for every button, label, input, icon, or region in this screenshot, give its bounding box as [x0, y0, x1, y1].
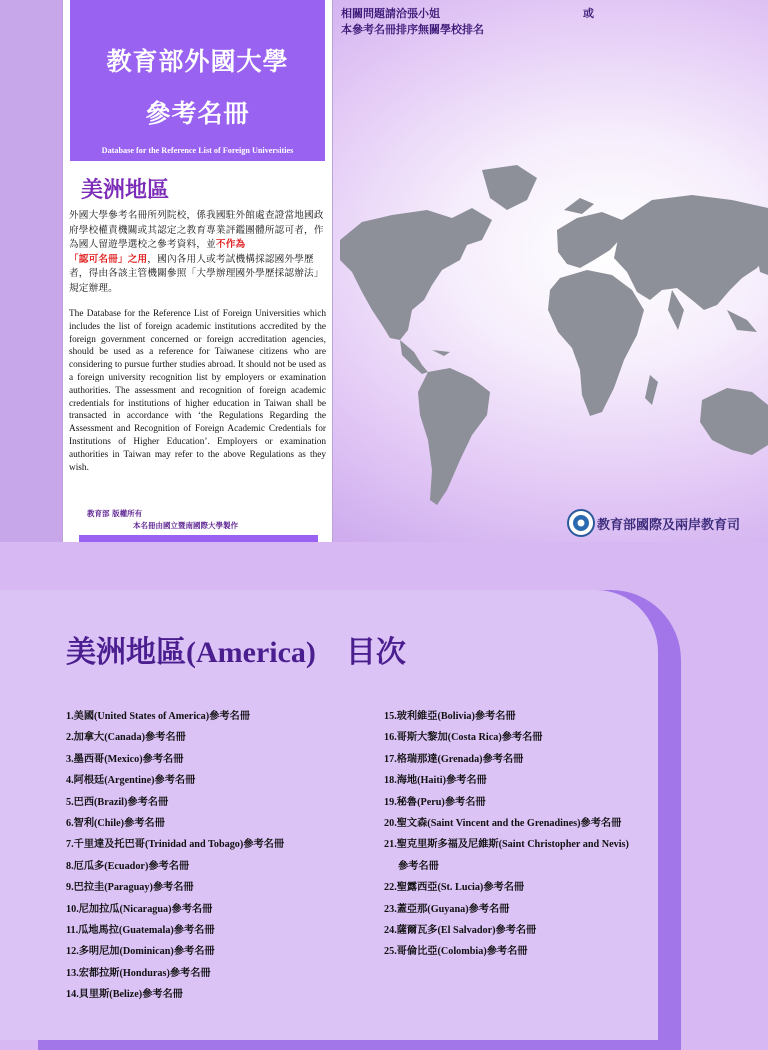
toc-entry[interactable]: 8.厄瓜多(Ecuador)參考名冊 [66, 860, 190, 872]
left-margin-strip [0, 0, 60, 542]
ministry-name: 教育部國際及兩岸教育司 [597, 518, 741, 533]
toc-entry[interactable]: 6.智利(Chile)參考名冊 [66, 818, 165, 830]
toc-entry[interactable]: 4.阿根廷(Argentine)參考名冊 [66, 775, 196, 787]
toc-entry[interactable]: 10.尼加拉瓜(Nicaragua)參考名冊 [66, 903, 213, 915]
cover-title-line1: 教育部外國大學 [106, 47, 289, 76]
disclaimer-red-2: 「認可名冊」之用 [69, 253, 148, 265]
chinese-disclaimer [69, 209, 326, 296]
copyright-credit: 教育部 版權所有 [87, 509, 143, 518]
toc-entry[interactable]: 21.聖克里斯多福及尼維斯(Saint Christopher and Nevis) [384, 839, 629, 851]
toc-entry[interactable]: 24.薩爾瓦多(El Salvador)參考名冊 [384, 925, 537, 937]
toc-entry[interactable]: 2.加拿大(Canada)參考名冊 [66, 732, 186, 744]
ministry-emblem-icon [567, 508, 595, 538]
disclaimer-red-1: 不作為 [215, 239, 246, 250]
toc-entry[interactable]: 16.哥斯大黎加(Costa Rica)參考名冊 [384, 732, 543, 744]
toc-entry[interactable]: 25.哥倫比亞(Colombia)參考名冊 [384, 946, 528, 958]
toc-heading: 美洲地區(America) 目次 [66, 636, 406, 669]
english-disclaimer: The Database for the Reference List of Foreign Universities which includes the list of foreign academic institutions accredited by the foreign government concerned or foreign accreditation agencies, should be used as a reference for Taiwanese citizens who are considering to pursue further studies abroad. It should not be used as a foreign university recognition list by employers or examination authorities. The assessment and recognition of foreign academic credentials for institutions of higher education in Taiwan shall be transacted in accordance with ‘the Regulations Regarding the Assessment and Recognition of Foreign Academic Credentials for Institutions of Higher Education’. Employers or examination authorities in Taiwan may refer to the above Regulations as they wish. [69, 309, 326, 473]
ranking-note: 本參考名冊排序無關學校排名 [341, 23, 484, 36]
contact-note: 相關問題請洽張小姐 [341, 7, 440, 20]
cover-title-line2: 參考名冊 [145, 99, 250, 128]
toc-entry[interactable]: 5.巴西(Brazil)參考名冊 [66, 796, 169, 808]
world-map-icon [332, 160, 768, 520]
cover-text-panel [62, 0, 333, 542]
toc-entry[interactable]: 14.貝里斯(Belize)參考名冊 [66, 989, 183, 1001]
cover-title-english: Database for the Reference List of Foreign Universities [101, 146, 294, 155]
toc-column-left [66, 706, 376, 1006]
toc-entry[interactable]: 12.多明尼加(Dominican)參考名冊 [66, 946, 215, 958]
disclaimer-text-2: ，國內各用人或考試機構採認國外學歷者，得由各該主管機關參照「大學辦理國外學歷採認辦法」規定辦理。 [69, 253, 324, 294]
disclaimer-text-1: 外國大學參考名冊所列院校，係我國駐外館處查證當地國政府學校權責機關或其認定之教育專業評鑑團體所認可者，作為國人留遊學選校之參考資料，並 [69, 210, 324, 250]
toc-entry[interactable]: 18.海地(Haiti)參考名冊 [384, 775, 487, 787]
toc-entry[interactable]: 23.蓋亞那(Guyana)參考名冊 [384, 903, 510, 915]
toc-entry[interactable]: 1.美國(United States of America)參考名冊 [66, 711, 250, 722]
toc-entry[interactable]: 7.千里達及托巴哥(Trinidad and Tobago)參考名冊 [66, 839, 285, 851]
toc-entry-continuation[interactable]: 參考名冊 [398, 860, 439, 872]
toc-entry[interactable]: 20.聖文森(Saint Vincent and the Grenadines)參考名冊 [384, 818, 622, 830]
toc-entry[interactable]: 22.聖露西亞(St. Lucia)參考名冊 [384, 882, 525, 894]
toc-entry[interactable]: 9.巴拉圭(Paraguay)參考名冊 [66, 882, 194, 894]
toc-column-right [384, 706, 652, 963]
producer-credit: 本名冊由國立暨南國際大學製作 [133, 521, 238, 530]
toc-entry[interactable]: 13.宏都拉斯(Honduras)參考名冊 [66, 967, 211, 979]
region-title: 美洲地區 [81, 178, 170, 203]
contact-or: 或 [583, 7, 594, 20]
title-box [70, 0, 325, 161]
toc-entry[interactable]: 3.墨西哥(Mexico)參考名冊 [66, 753, 184, 765]
toc-entry[interactable]: 19.秘魯(Peru)參考名冊 [384, 796, 486, 808]
toc-entry[interactable]: 15.玻利維亞(Bolivia)參考名冊 [384, 711, 516, 722]
toc-entry[interactable]: 17.格瑞那達(Grenada)參考名冊 [384, 753, 524, 765]
panel-bottom-bar [79, 535, 318, 542]
toc-entry[interactable]: 11.瓜地馬拉(Guatemala)參考名冊 [66, 925, 215, 937]
